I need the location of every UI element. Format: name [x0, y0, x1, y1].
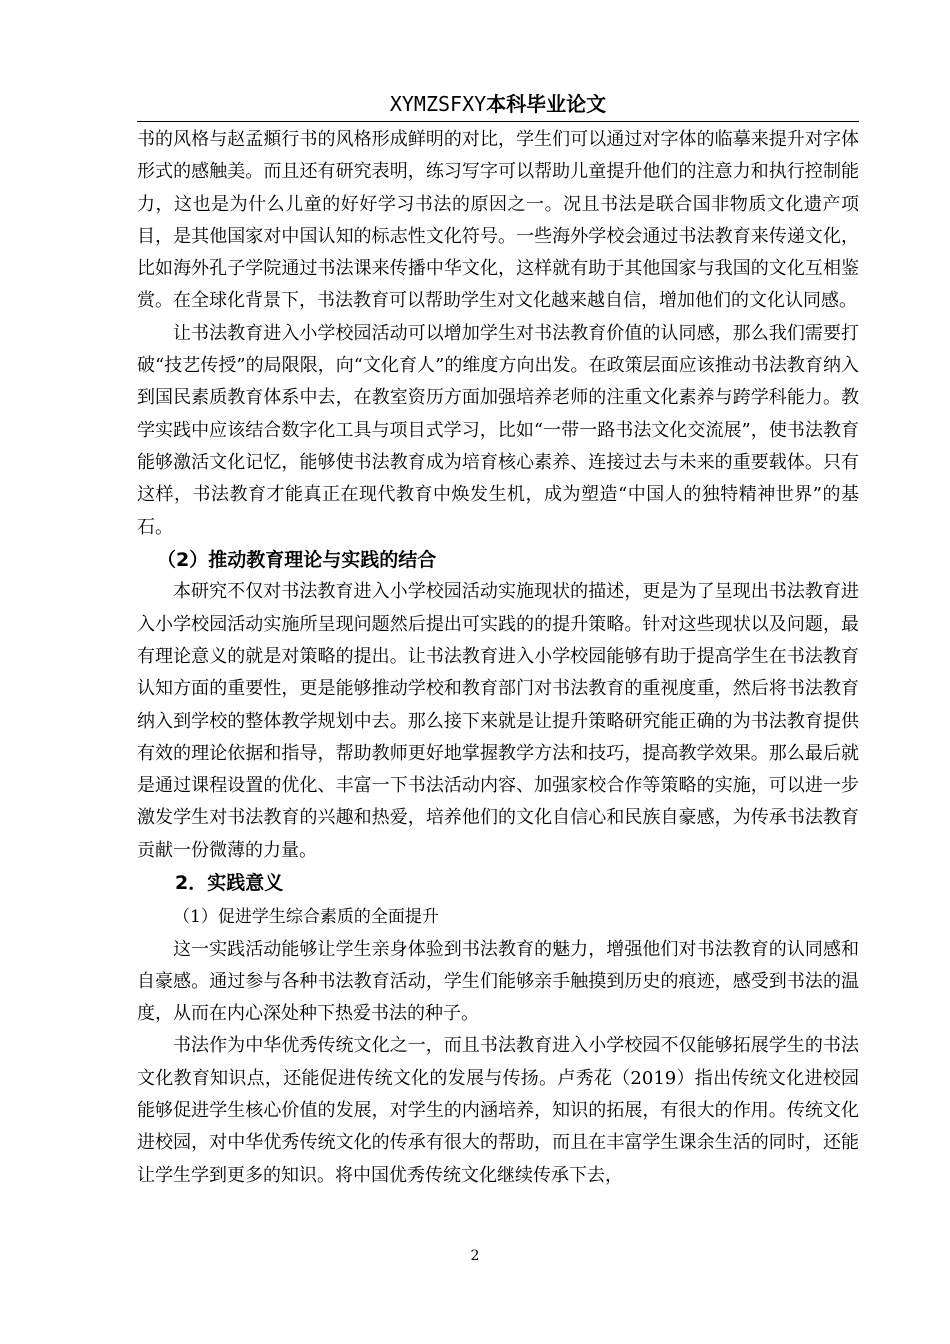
section-heading-practical-significance: 2．实践意义: [175, 872, 284, 895]
subheading-student-quality: （1）促进学生综合素质的全面提升: [173, 906, 439, 927]
page-number: 2: [470, 1248, 480, 1264]
subheading-theory-practice: （2）推动教育理论与实践的结合: [157, 548, 437, 571]
paragraph: 书法作为中华优秀传统文化之一，而且书法教育进入小学校园不仅能够拓展学生的书法文化教育知识点，还能促进传统文化的发展与传扬。卢秀花（2019）指出传统文化进校园能够促进学生核心价值的发展，对学生的内涵培养，知识的拓展，有很大的作用。传统文化进校园，对中华优秀传统文化的传承有很大的帮助，而且在丰富学生课余生活的同时，还能让学生学到更多的知识。将中国优秀传统文化继续传承下去，: [137, 1035, 859, 1186]
page-body: [137, 124, 859, 1192]
paragraph: 让书法教育进入小学校园活动可以增加学生对书法教育价值的认同感，那么我们需要打破“技艺传授”的局限限，向“文化育人”的维度方向出发。在政策层面应该推动书法教育纳入到国民素质教育体系中去，在教室资历方面加强培养老师的注重文化素养与跨学科能力。教学实践中应该结合数字化工具与项目式学习，比如“一带一路书法文化交流展”，使书法教育能够激活文化记忆，能够使书法教育成为培育核心素养、连接过去与未来的重要载体。只有这样，书法教育才能真正在现代教育中焕发生机，成为塑造“中国人的独特精神世界”的基石。: [137, 322, 859, 538]
paragraph-continued: 书的风格与赵孟頫行书的风格形成鲜明的对比，学生们可以通过对字体的临摹来提升对字体形式的感触美。而且还有研究表明，练习写字可以帮助儿童提升他们的注意力和执行控制能力，这也是为什么儿童的好好学习书法的原因之一。况且书法是联合国非物质文化遗产项目，是其他国家对中国认知的标志性文化符号。一些海外学校会通过书法教育来传递文化，比如海外孔子学院通过书法课来传播中华文化，这样就有助于其他国家与我国的文化互相鉴赏。在全球化背景下，书法教育可以帮助学生对文化越来越自信，增加他们的文化认同感。: [137, 129, 859, 312]
page-header: [137, 90, 859, 118]
paragraph: 本研究不仅对书法教育进入小学校园活动实施现状的描述，更是为了呈现出书法教育进入小学校园活动实施所呈现问题然后提出可实践的的提升策略。针对这些现状以及问题，最有理论意义的就是对策略的提出。让书法教育进入小学校园能够有助于提高学生在书法教育认知方面的重要性，更是能够推动学校和教育部门对书法教育的重视度重，然后将书法教育纳入到学校的整体教学规划中去。那么接下来就是让提升策略研究能正确的为书法教育提供有效的理论依据和指导，帮助教师更好地掌握教学方法和技巧，提高教学效果。那么最后就是通过课程设置的优化、丰富一下书法活动内容、加强家校合作等策略的实施，可以进一步激发学生对书法教育的兴趣和热爱，培养他们的文化自信心和民族自豪感，为传承书法教育贡献一份微薄的力量。: [137, 581, 859, 861]
header-rule: [137, 121, 859, 122]
header-code: XYMZSFXY: [389, 92, 487, 116]
paragraph: 这一实践活动能够让学生亲身体验到书法教育的魅力，增强他们对书法教育的认同感和自豪感。通过参与各种书法教育活动，学生们能够亲手触摸到历史的痕迹，感受到书法的温度，从而在内心深处种下热爱书法的种子。: [137, 938, 859, 1025]
header-title: 本科毕业论文: [486, 92, 607, 116]
